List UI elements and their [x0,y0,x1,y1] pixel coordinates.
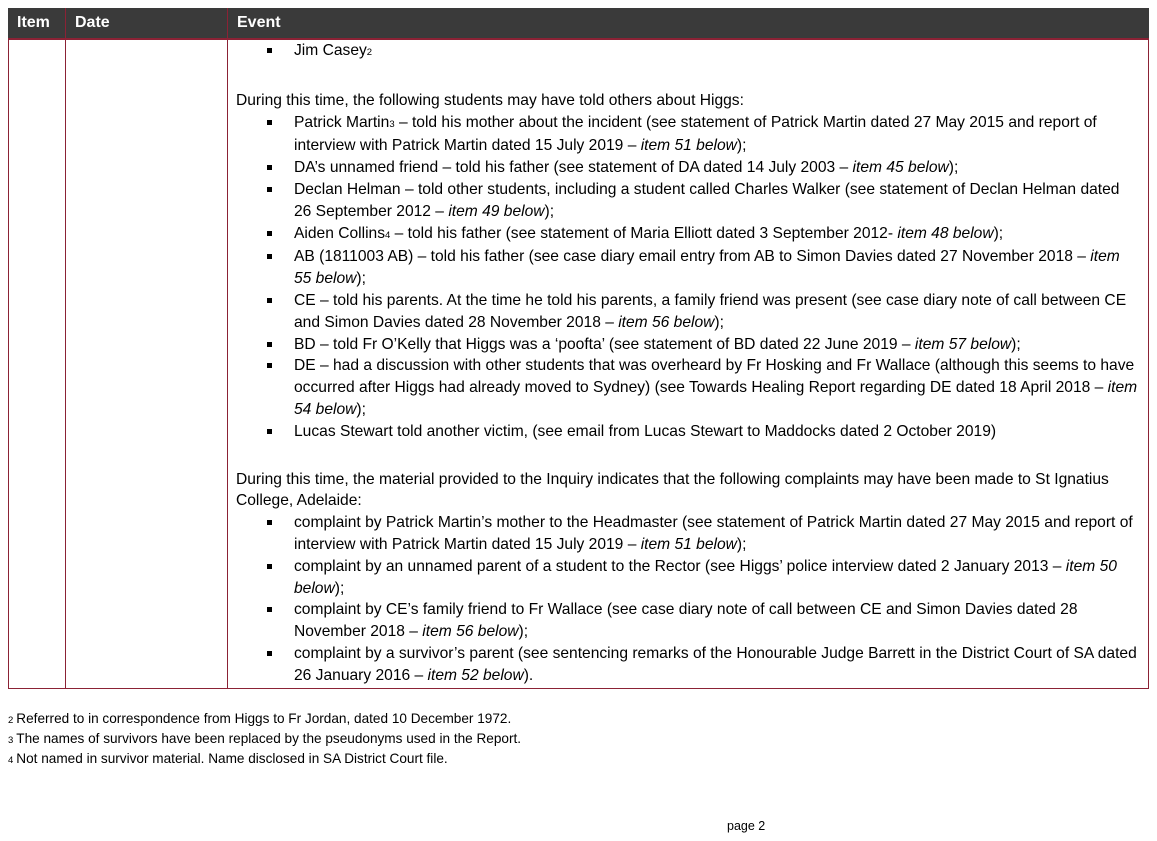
list-item: Patrick Martin3 – told his mother about the incident (see statement of Patrick Martin dated 27 May 2015 and report of interview with Patrick Martin dated 15 July 2019 – item 51 below); [294,112,1138,158]
page-number: page 2 [727,819,766,833]
footnote-ref: 3 [389,118,395,130]
list-item: Declan Helman – told other students, including a student called Charles Walker (see statement of Declan Helman dated 26 September 2012 – item 49 below); [294,179,1138,223]
bullet-list-top [236,40,1138,64]
list-item: DE – had a discussion with other students that was overheard by Fr Hosking and Fr Wallace (although this seems to have occurred after Higgs had already moved to Sydney) (see Towards Healing Report regarding DE dated 18 April 2018 – item 54 below); [294,355,1138,420]
footnotes [8,710,521,770]
list-item: CE – told his parents. At the time he told his parents, a family friend was present (see case diary note of call between CE and Simon Davies dated 28 November 2018 – item 56 below); [294,290,1138,334]
list-item: complaint by a survivor’s parent (see sentencing remarks of the Honourable Judge Barrett in the District Court of SA dated 26 January 2016 – item 52 below). [294,643,1138,687]
told-others-list [236,112,1138,443]
list-item: DA’s unnamed friend – told his father (see statement of DA dated 14 July 2003 – item 45 below); [294,157,1138,179]
item-reference: item 48 below [897,224,994,242]
footnote-ref: 2 [366,47,373,58]
item-reference: item 57 below [914,335,1012,353]
list-item: BD – told Fr O’Kelly that Higgs was a ‘poofta’ (see statement of BD dated 22 June 2019 – item 57 below); [294,334,1138,356]
item-reference: item 52 below [427,666,524,684]
item-reference: item 50 below [294,557,1117,597]
date-cell [66,40,228,688]
header-item: Item [8,8,66,38]
events-table [8,8,1149,689]
item-reference: item 49 below [448,202,545,220]
header-date: Date [66,8,228,38]
item-reference: item 56 below [422,623,519,641]
item-reference: item 51 below [640,535,737,553]
event-cell [228,40,1149,688]
list-item: Jim Casey2 [294,40,1138,64]
item-reference: item 55 below [294,248,1120,288]
footnote: 4 Not named in survivor material. Name disclosed in SA District Court file. [8,751,448,766]
item-reference: item 56 below [618,313,715,331]
section-intro: During this time, the material provided to the Inquiry indicates that the following complaints may have been made to St Ignatius College, Adelaide: [236,470,1109,510]
list-item: complaint by an unnamed parent of a student to the Rector (see Higgs’ police interview dated 2 January 2013 – item 50 below); [294,556,1138,600]
item-cell [8,40,66,688]
item-reference: item 54 below [294,379,1138,418]
list-item: AB (1811003 AB) – told his father (see case diary email entry from AB to Simon Davies dated 27 November 2018 – item 55 below); [294,246,1138,290]
list-item: Lucas Stewart told another victim, (see email from Lucas Stewart to Maddocks dated 2 October 2019) [294,421,1138,443]
list-item: complaint by Patrick Martin’s mother to the Headmaster (see statement of Patrick Martin dated 27 May 2015 and report of interview with Patrick Martin dated 15 July 2019 – item 51 below); [294,512,1138,556]
list-item: complaint by CE’s family friend to Fr Wallace (see case diary note of call between CE and Simon Davies dated 28 November 2018 – item 56 below); [294,599,1138,643]
header-event: Event [237,14,281,31]
table-row [8,40,1149,688]
item-reference: item 45 below [852,159,949,177]
footnote: 3 The names of survivors have been replaced by the pseudonyms used in the Report. [8,731,522,746]
list-item: Aiden Collins4 – told his father (see statement of Maria Elliott dated 3 September 2012- item 48 below); [294,223,1138,247]
item-reference: item 51 below [640,137,737,155]
section-intro: During this time, the following students may have told others about Higgs: [236,91,744,109]
footnote: 2 Referred to in correspondence from Higgs to Fr Jordan, dated 10 December 1972. [8,711,512,726]
footnote-ref: 4 [385,229,391,241]
table-header [8,8,1149,40]
complaints-list [236,512,1138,686]
